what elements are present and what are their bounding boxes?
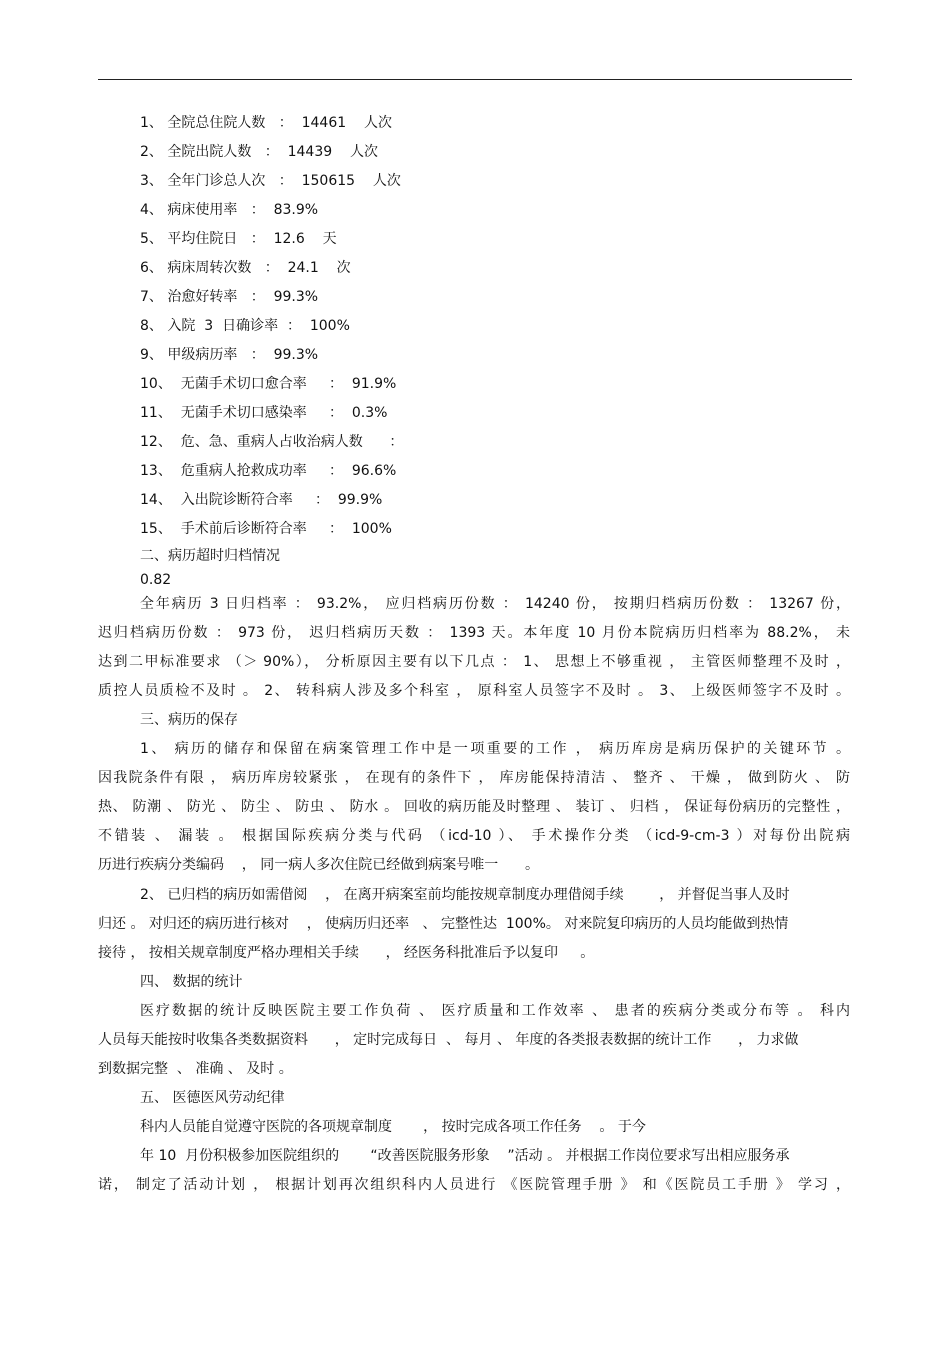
stat-discharged: 2、 全院出院人数 ： 14439 人次 xyxy=(140,144,378,160)
header-rule xyxy=(98,79,852,80)
stat-wound-infection: 11、 无菌手术切口感染率 ： 0.3% xyxy=(140,405,388,421)
paragraph-line: 不错装 、 漏装 。 根据国际疾病分类与代码 （icd-10 ）、 手术操作分类 （icd-9-cm-3 ）对每份出院病 xyxy=(98,828,850,844)
stat-bed-usage: 4、 病床使用率 ： 83.9% xyxy=(140,202,319,218)
paragraph-line: 全年病历 3 日归档率 ： 93.2%， 应归档病历份数 ： 14240 份， 按期归档病历份数 ： 13267 份， xyxy=(140,596,850,612)
stat-wound-healing: 10、 无菌手术切口愈合率 ： 91.9% xyxy=(140,376,397,392)
paragraph-line: 到数据完整 、 准确 、 及时 。 xyxy=(98,1061,293,1077)
stat-bed-turnover: 6、 病床周转次数 ： 24.1 次 xyxy=(140,260,351,276)
section-value: 0.82 xyxy=(140,572,172,588)
stat-class-a-records: 9、 甲级病历率 ： 99.3% xyxy=(140,347,319,363)
stat-total-inpatients: 1、 全院总住院人数 ： 14461 人次 xyxy=(140,115,392,131)
section-heading-storage: 三、病历的保存 xyxy=(140,712,238,728)
paragraph-line: 1、 病历的储存和保留在病案管理工作中是一项重要的工作 ， 病历库房是病历保护的关键环节 。 xyxy=(140,741,850,757)
paragraph-line: 质控人员质检不及时 。 2、 转科病人涉及多个科室 ， 原科室人员签字不及时 。 3、 上级医师签字不及时 。 xyxy=(98,683,850,699)
stat-outpatients: 3、 全年门诊总人次 ： 150615 人次 xyxy=(140,173,401,189)
stat-average-stay: 5、 平均住院日 ： 12.6 天 xyxy=(140,231,337,247)
paragraph-line: 迟归档病历份数 ： 973 份， 迟归档病历天数 ： 1393 天。本年度 10 月份本院病历归档率为 88.2%， 未 xyxy=(98,625,850,641)
stat-surgery-diagnosis: 15、 手术前后诊断符合率 ： 100% xyxy=(140,521,392,537)
paragraph-line: 医疗数据的统计反映医院主要工作负荷 、 医疗质量和工作效率 、 患者的疾病分类或分布等 。 科内 xyxy=(140,1003,850,1019)
paragraph-line: 因我院条件有限 ， 病历库房较紧张 ， 在现有的条件下 ， 库房能保持清洁 、 整齐 、 干燥 ， 做到防火 、 防 xyxy=(98,770,850,786)
paragraph-line: 归还 。 对归还的病历进行核对 ， 使病历归还率 、 完整性达 100%。 对来院复印病历的人员均能做到热情 xyxy=(98,916,789,932)
stat-critical-ratio: 12、 危、急、重病人占收治病人数 ： xyxy=(140,434,404,450)
paragraph-line: 诺， 制定了活动计划 ， 根据计划再次组织科内人员进行 《医院管理手册 》 和《医院员工手册 》 学习 ， xyxy=(98,1177,850,1193)
paragraph-line: 达到二甲标准要求 （＞ 90%）， 分析原因主要有以下几点 ： 1、 思想上不够重视 ， 主管医师整理不及时 ， xyxy=(98,654,850,670)
paragraph-line: 热、 防潮 、 防光 、 防尘 、 防虫 、 防水 。 回收的病历能及时整理 、 装订 、 归档 ， 保证每份病历的完整性 ， xyxy=(98,799,850,815)
paragraph-line: 2、 已归档的病历如需借阅 ， 在离开病案室前均能按规章制度办理借阅手续 ， 并督促当事人及时 xyxy=(140,887,790,903)
paragraph-line: 科内人员能自觉遵守医院的各项规章制度 ， 按时完成各项工作任务 。 于今 xyxy=(140,1119,646,1135)
section-heading-ethics: 五、 医德医风劳动纪律 xyxy=(140,1090,285,1106)
paragraph-line: 年 10 月份积极参加医院组织的 “改善医院服务形象 ”活动 。 并根据工作岗位要求写出相应服务承 xyxy=(140,1148,790,1164)
paragraph-line: 历进行疾病分类编码 ， 同一病人多次住院已经做到病案号唯一 。 xyxy=(98,857,539,873)
stat-admission-diagnosis: 14、 入出院诊断符合率 ： 99.9% xyxy=(140,492,383,508)
paragraph-line: 接待 ， 按相关规章制度严格办理相关手续 ， 经医务科批准后予以复印 。 xyxy=(98,945,595,961)
stat-diagnosis-3day: 8、 入院 3 日确诊率 ： 100% xyxy=(140,318,350,334)
paragraph-line: 人员每天能按时收集各类数据资料 ， 定时完成每日 、 每月 、 年度的各类报表数据的统计工作 ， 力求做 xyxy=(98,1032,799,1048)
section-heading-archiving: 二、病历超时归档情况 xyxy=(140,548,280,564)
stat-rescue-rate: 13、 危重病人抢救成功率 ： 96.6% xyxy=(140,463,397,479)
stat-cure-rate: 7、 治愈好转率 ： 99.3% xyxy=(140,289,319,305)
section-heading-statistics: 四、 数据的统计 xyxy=(140,974,243,990)
